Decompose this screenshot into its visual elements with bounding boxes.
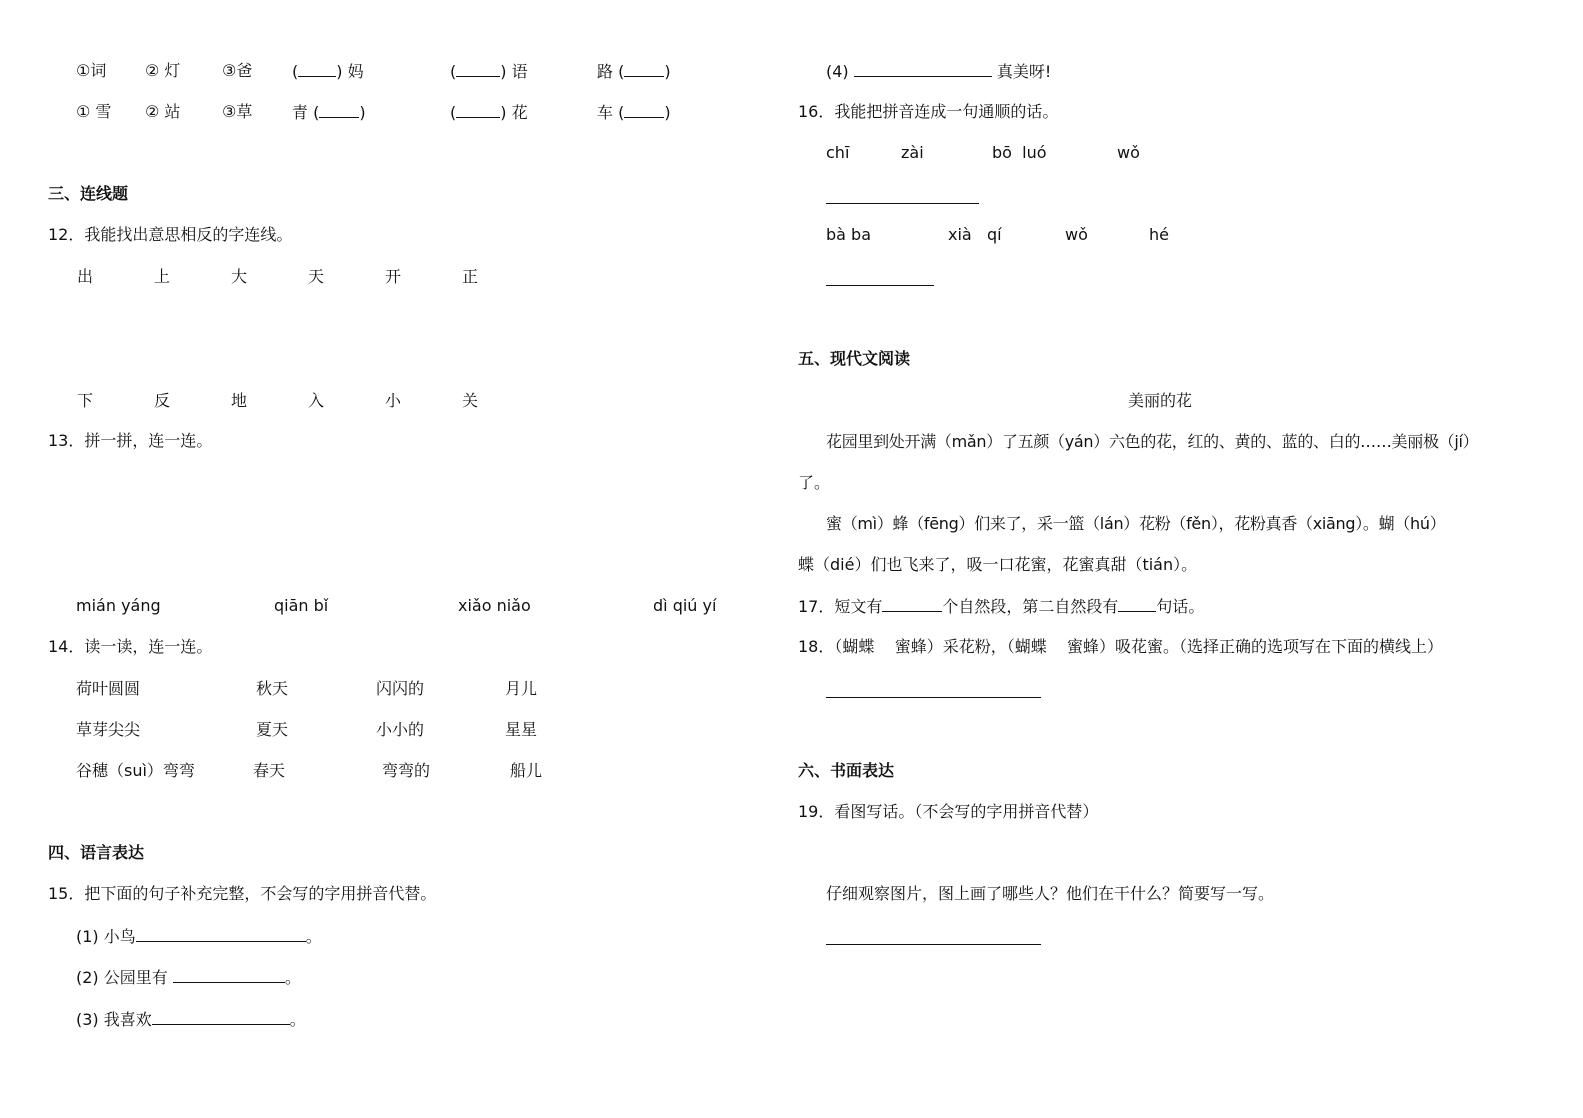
answer-blank[interactable] <box>456 61 500 77</box>
match-char[interactable]: 地 <box>231 391 248 410</box>
section-4-title: 四、语言表达 <box>48 843 145 862</box>
answer-blank[interactable] <box>136 926 306 942</box>
pinyin-item[interactable]: dì qiú yí <box>653 596 717 615</box>
q19-prompt: 19．看图写话。（不会写的字用拼音代替） <box>798 802 1099 821</box>
match-phrase[interactable]: 夏天 <box>256 720 289 739</box>
blank-item-1: 青 ( ) <box>292 103 366 122</box>
pinyin-word: xià qí <box>948 225 1002 244</box>
match-phrase[interactable]: 小小的 <box>376 720 425 739</box>
match-char[interactable]: 入 <box>308 391 325 410</box>
match-char[interactable]: 上 <box>154 267 171 286</box>
match-char[interactable]: 正 <box>462 267 479 286</box>
answer-line[interactable] <box>826 944 1041 945</box>
match-phrase[interactable]: 草芽尖尖 <box>76 720 141 739</box>
answer-line[interactable] <box>826 285 934 286</box>
q12-prompt: 12．我能找出意思相反的字连线。 <box>48 225 293 244</box>
pinyin-word: wǒ <box>1065 225 1088 244</box>
match-char[interactable]: 关 <box>462 391 479 410</box>
q19-instruction: 仔细观察图片，图上画了哪些人？他们在干什么？简要写一写。 <box>826 884 1275 903</box>
pinyin-word: wǒ <box>1117 143 1140 162</box>
match-phrase[interactable]: 荷叶圆圆 <box>76 679 141 698</box>
q16-prompt: 16．我能把拼音连成一句通顺的话。 <box>798 102 1059 121</box>
section-5-title: 五、现代文阅读 <box>798 349 911 368</box>
answer-blank[interactable] <box>882 596 942 612</box>
q13-prompt: 13．拼一拼，连一连。 <box>48 431 213 450</box>
match-phrase[interactable]: 星星 <box>505 720 538 739</box>
answer-line[interactable] <box>826 697 1041 698</box>
option-3: ③爸 <box>222 61 253 80</box>
match-phrase[interactable]: 弯弯的 <box>382 761 431 780</box>
answer-blank[interactable] <box>624 61 664 77</box>
answer-blank[interactable] <box>624 102 664 118</box>
pinyin-word: chī <box>826 143 850 162</box>
answer-blank[interactable] <box>298 61 336 77</box>
q14-prompt: 14．读一读，连一连。 <box>48 637 213 656</box>
pinyin-word: hé <box>1149 225 1169 244</box>
match-phrase[interactable]: 谷穗（suì）弯弯 <box>76 761 195 780</box>
answer-blank[interactable] <box>173 967 285 983</box>
blank-item-3: 路 ( ) <box>597 62 671 81</box>
match-char[interactable]: 开 <box>385 267 402 286</box>
blank-item-1: ( ) 妈 <box>292 62 364 81</box>
q15-item-4: (4) 真美呀! <box>826 62 1052 81</box>
q18-prompt: 18．（蝴蝶 蜜蜂）采花粉，（蝴蝶 蜜蜂）吸花蜜。（选择正确的选项写在下面的横线上） <box>798 637 1444 656</box>
blank-item-2: ( ) 花 <box>450 103 528 122</box>
q15-item-1: (1) 小鸟 。 <box>76 927 322 946</box>
passage-para-1-line-1: 花园里到处开满（mǎn）了五颜（yán）六色的花，红的、黄的、蓝的、白的……美丽极（jí） <box>826 432 1479 451</box>
section-3-title: 三、连线题 <box>48 184 129 203</box>
match-char[interactable]: 小 <box>385 391 402 410</box>
blank-item-2: ( ) 语 <box>450 62 528 81</box>
q15-item-3: (3) 我喜欢 。 <box>76 1010 306 1029</box>
answer-blank[interactable] <box>1118 596 1156 612</box>
pinyin-word: bō luó <box>992 143 1047 162</box>
match-phrase[interactable]: 春天 <box>253 761 286 780</box>
match-phrase[interactable]: 秋天 <box>256 679 289 698</box>
q17: 17．短文有 个自然段，第二自然段有 句话。 <box>798 597 1205 616</box>
match-phrase[interactable]: 月儿 <box>505 679 538 698</box>
q15-prompt: 15．把下面的句子补充完整，不会写的字用拼音代替。 <box>48 884 437 903</box>
answer-blank[interactable] <box>152 1009 290 1025</box>
blank-item-3: 车 ( ) <box>597 103 671 122</box>
pinyin-item[interactable]: qiān bǐ <box>274 596 329 615</box>
passage-title: 美丽的花 <box>1127 391 1192 410</box>
match-phrase[interactable]: 船儿 <box>510 761 543 780</box>
option-3: ③草 <box>222 102 253 121</box>
match-char[interactable]: 大 <box>231 267 248 286</box>
match-char[interactable]: 出 <box>77 267 94 286</box>
match-phrase[interactable]: 闪闪的 <box>376 679 425 698</box>
option-2: ② 站 <box>145 102 181 121</box>
pinyin-item[interactable]: xiǎo niǎo <box>458 596 531 615</box>
pinyin-word: bà ba <box>826 225 872 244</box>
option-2: ② 灯 <box>145 61 181 80</box>
match-char[interactable]: 下 <box>77 391 94 410</box>
match-char[interactable]: 反 <box>154 391 171 410</box>
option-1: ①词 <box>76 61 107 80</box>
option-1: ① 雪 <box>76 102 112 121</box>
answer-blank[interactable] <box>319 102 359 118</box>
pinyin-word: zài <box>901 143 924 162</box>
q15-item-2: (2) 公园里有 。 <box>76 968 301 987</box>
match-char[interactable]: 天 <box>308 267 325 286</box>
pinyin-item[interactable]: mián yáng <box>76 596 161 615</box>
passage-para-2-line-1: 蜜（mì）蜂（fēng）们来了，采一篮（lán）花粉（fěn），花粉真香（xiāng）。蝴（hú） <box>826 514 1446 533</box>
passage-para-2-line-2: 蝶（dié）们也飞来了，吸一口花蜜，花蜜真甜（tián）。 <box>798 555 1198 574</box>
section-6-title: 六、书面表达 <box>798 761 895 780</box>
answer-line[interactable] <box>826 203 979 204</box>
answer-blank[interactable] <box>854 61 992 77</box>
passage-para-1-line-2: 了。 <box>798 473 831 492</box>
answer-blank[interactable] <box>456 102 500 118</box>
